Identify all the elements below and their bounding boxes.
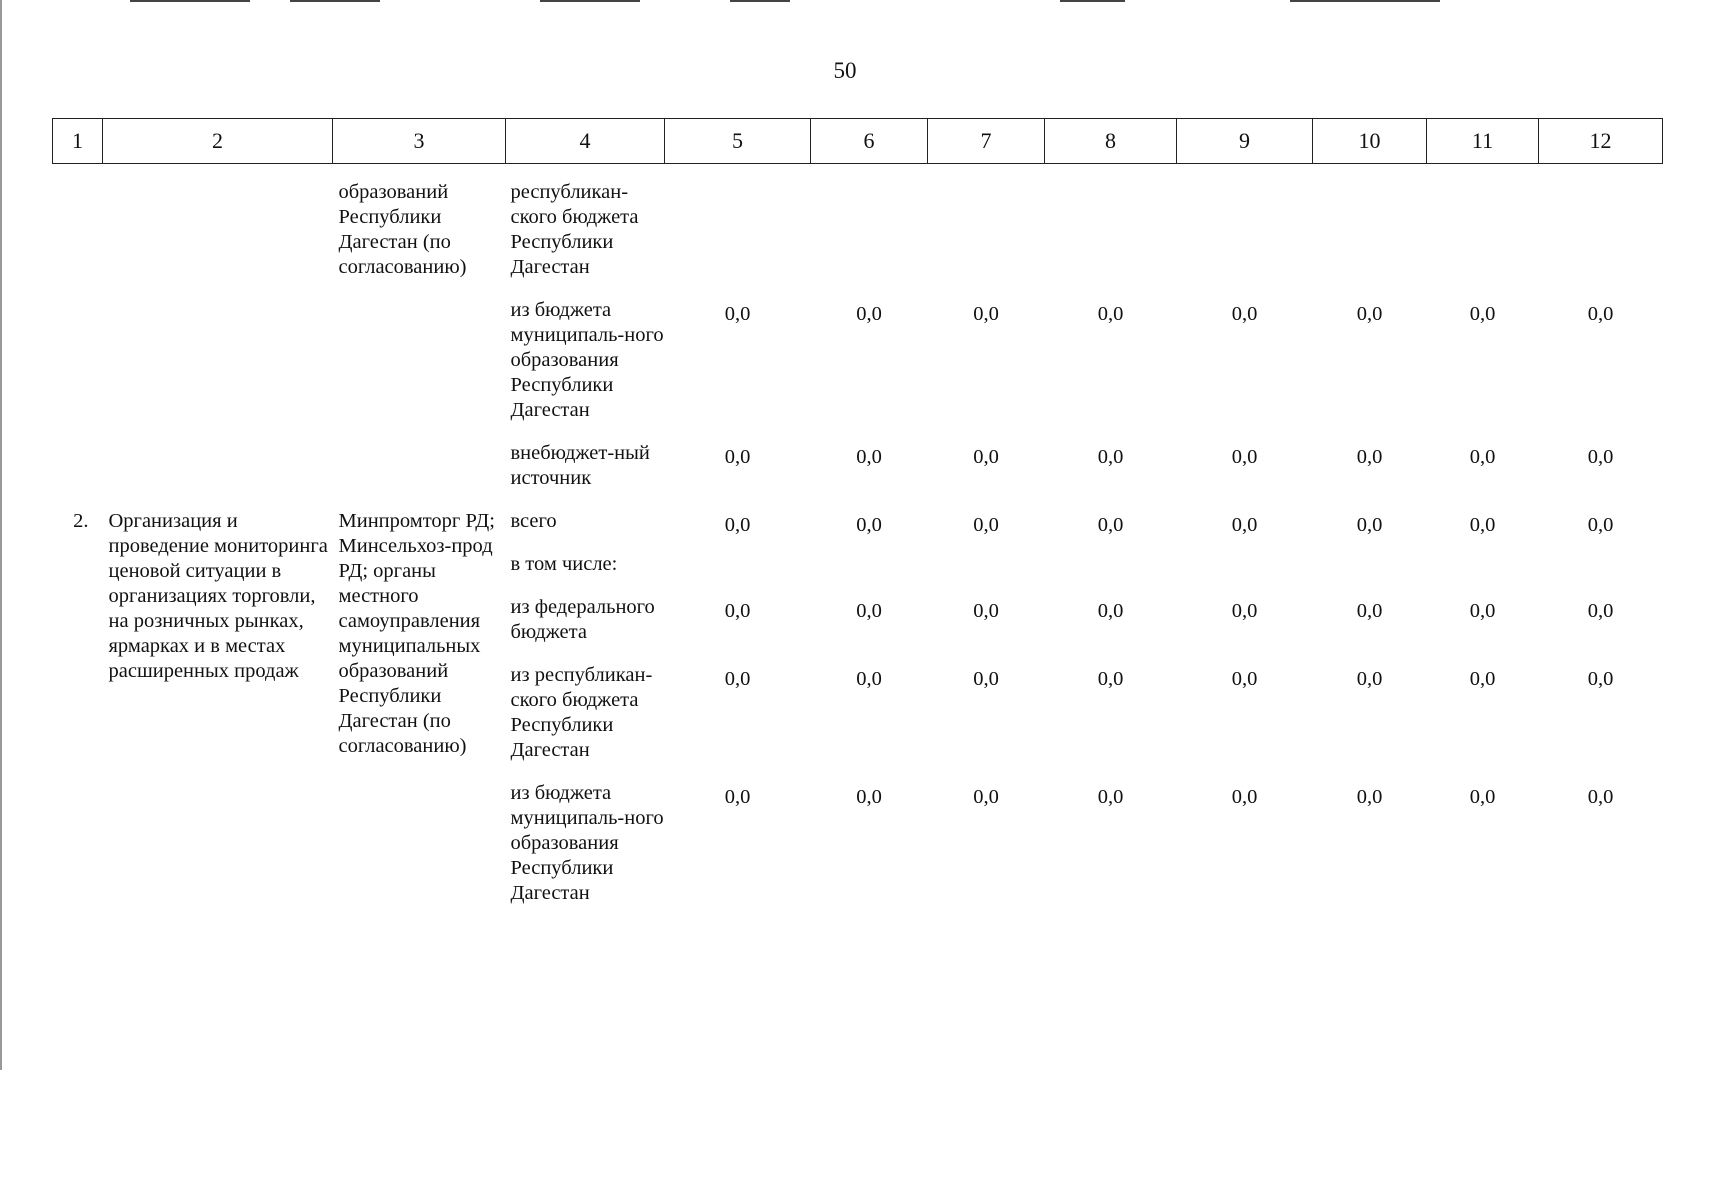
value-cell: 0,0	[1097, 668, 1124, 690]
column-header-12: 12	[1539, 119, 1663, 164]
value-cell: 0,0	[724, 668, 751, 690]
value-cell: 0,0	[724, 786, 751, 808]
funding-source-cell: внебюджет-ный источник	[510, 442, 650, 489]
value-cell: 0,0	[973, 786, 999, 808]
empty-cell	[1313, 180, 1427, 298]
table-body	[53, 164, 1663, 925]
funding-source-cell: республикан-ского бюджета Республики Дагестан	[510, 181, 639, 278]
table-header	[53, 119, 1663, 164]
value-cell: 0,0	[856, 668, 882, 690]
empty-cell	[1177, 180, 1313, 298]
value-cell: 0,0	[724, 303, 751, 325]
value-cell: 0,0	[1469, 600, 1496, 622]
empty-cell	[665, 180, 811, 298]
value-cell: 0,0	[1097, 786, 1124, 808]
empty-cell	[1177, 552, 1313, 595]
column-header-3: 3	[333, 119, 506, 164]
column-header-2: 2	[103, 119, 333, 164]
value-cell: 0,0	[724, 514, 751, 536]
value-cell: 0,0	[1469, 786, 1496, 808]
value-cell: 0,0	[1587, 514, 1614, 536]
value-cell: 0,0	[1356, 668, 1383, 690]
column-header-8: 8	[1045, 119, 1177, 164]
empty-cell	[1427, 552, 1539, 595]
table-row	[53, 180, 1663, 298]
empty-cell	[928, 552, 1045, 595]
empty-cell	[1313, 552, 1427, 595]
column-header-10: 10	[1313, 119, 1427, 164]
value-cell: 0,0	[1231, 786, 1258, 808]
value-cell: 0,0	[724, 600, 751, 622]
column-header-9: 9	[1177, 119, 1313, 164]
value-cell: 0,0	[973, 446, 999, 468]
value-cell: 0,0	[856, 514, 882, 536]
funding-source-cell: из республикан-ского бюджета Республики Дагестан	[510, 664, 653, 761]
value-cell: 0,0	[1097, 303, 1124, 325]
value-cell: 0,0	[1231, 514, 1258, 536]
empty-cell	[928, 180, 1045, 298]
value-cell: 0,0	[1356, 303, 1383, 325]
funding-source-cell: из бюджета муниципаль-ного образования Республики Дагестан	[510, 299, 664, 421]
budget-table	[52, 118, 1663, 924]
table-row	[53, 509, 1663, 552]
activity-cell: Организация и проведение мониторинга ценовой ситуации в организациях торговли, на розничных рынках, ярмарках и в местах расширенных продаж	[108, 510, 328, 682]
empty-cell	[1045, 552, 1177, 595]
value-cell: 0,0	[973, 668, 999, 690]
value-cell: 0,0	[1097, 514, 1124, 536]
value-cell: 0,0	[1231, 600, 1258, 622]
empty-cell	[665, 552, 811, 595]
value-cell: 0,0	[1469, 514, 1496, 536]
value-cell: 0,0	[973, 600, 999, 622]
value-cell: 0,0	[1097, 446, 1124, 468]
value-cell: 0,0	[1356, 600, 1383, 622]
value-cell: 0,0	[1587, 446, 1614, 468]
value-cell: 0,0	[973, 514, 999, 536]
empty-cell	[1427, 180, 1539, 298]
value-cell: 0,0	[724, 446, 751, 468]
executor-cell: Минпромторг РД; Минсельхоз-прод РД; органы местного самоуправления муниципальных образований Республики Дагестан (по согласованию)	[338, 510, 495, 757]
page-number: 50	[833, 58, 857, 83]
value-cell: 0,0	[1587, 668, 1614, 690]
activity-cell	[103, 180, 333, 509]
value-cell: 0,0	[1469, 303, 1496, 325]
funding-source-cell: из бюджета муниципаль-ного образования Республики Дагестан	[510, 782, 664, 904]
value-cell: 0,0	[856, 786, 882, 808]
value-cell: 0,0	[1356, 786, 1383, 808]
value-cell: 0,0	[1469, 446, 1496, 468]
funding-source-cell: из федерального бюджета	[510, 596, 655, 643]
value-cell: 0,0	[1469, 668, 1496, 690]
empty-cell	[1045, 180, 1177, 298]
value-cell: 0,0	[1587, 786, 1614, 808]
column-header-4: 4	[506, 119, 665, 164]
value-cell: 0,0	[856, 303, 882, 325]
empty-cell	[811, 552, 928, 595]
spacer-cell	[53, 164, 1663, 181]
value-cell: 0,0	[1356, 514, 1383, 536]
value-cell: 0,0	[1356, 446, 1383, 468]
column-header-6: 6	[811, 119, 928, 164]
value-cell: 0,0	[1231, 303, 1258, 325]
column-header-7: 7	[928, 119, 1045, 164]
value-cell: 0,0	[1587, 600, 1614, 622]
value-cell: 0,0	[973, 303, 999, 325]
value-cell: 0,0	[1231, 668, 1258, 690]
value-cell: 0,0	[856, 446, 882, 468]
value-cell: 0,0	[1587, 303, 1614, 325]
header-spacer	[53, 164, 1663, 181]
header-row	[53, 119, 1663, 164]
executor-cell: образований Республики Дагестан (по согласованию)	[338, 181, 467, 278]
column-header-5: 5	[665, 119, 811, 164]
empty-cell	[1539, 552, 1663, 595]
item-number-cell: 2.	[73, 510, 89, 532]
value-cell: 0,0	[1097, 600, 1124, 622]
funding-source-cell: всего	[510, 510, 557, 532]
column-header-11: 11	[1427, 119, 1539, 164]
funding-source-cell: в том числе:	[510, 553, 618, 575]
scan-edge	[0, 0, 2, 1070]
value-cell: 0,0	[1231, 446, 1258, 468]
budget-table-container	[52, 118, 1662, 924]
column-header-1: 1	[53, 119, 103, 164]
item-number-cell	[53, 180, 103, 509]
value-cell: 0,0	[856, 600, 882, 622]
empty-cell	[1539, 180, 1663, 298]
empty-cell	[811, 180, 928, 298]
